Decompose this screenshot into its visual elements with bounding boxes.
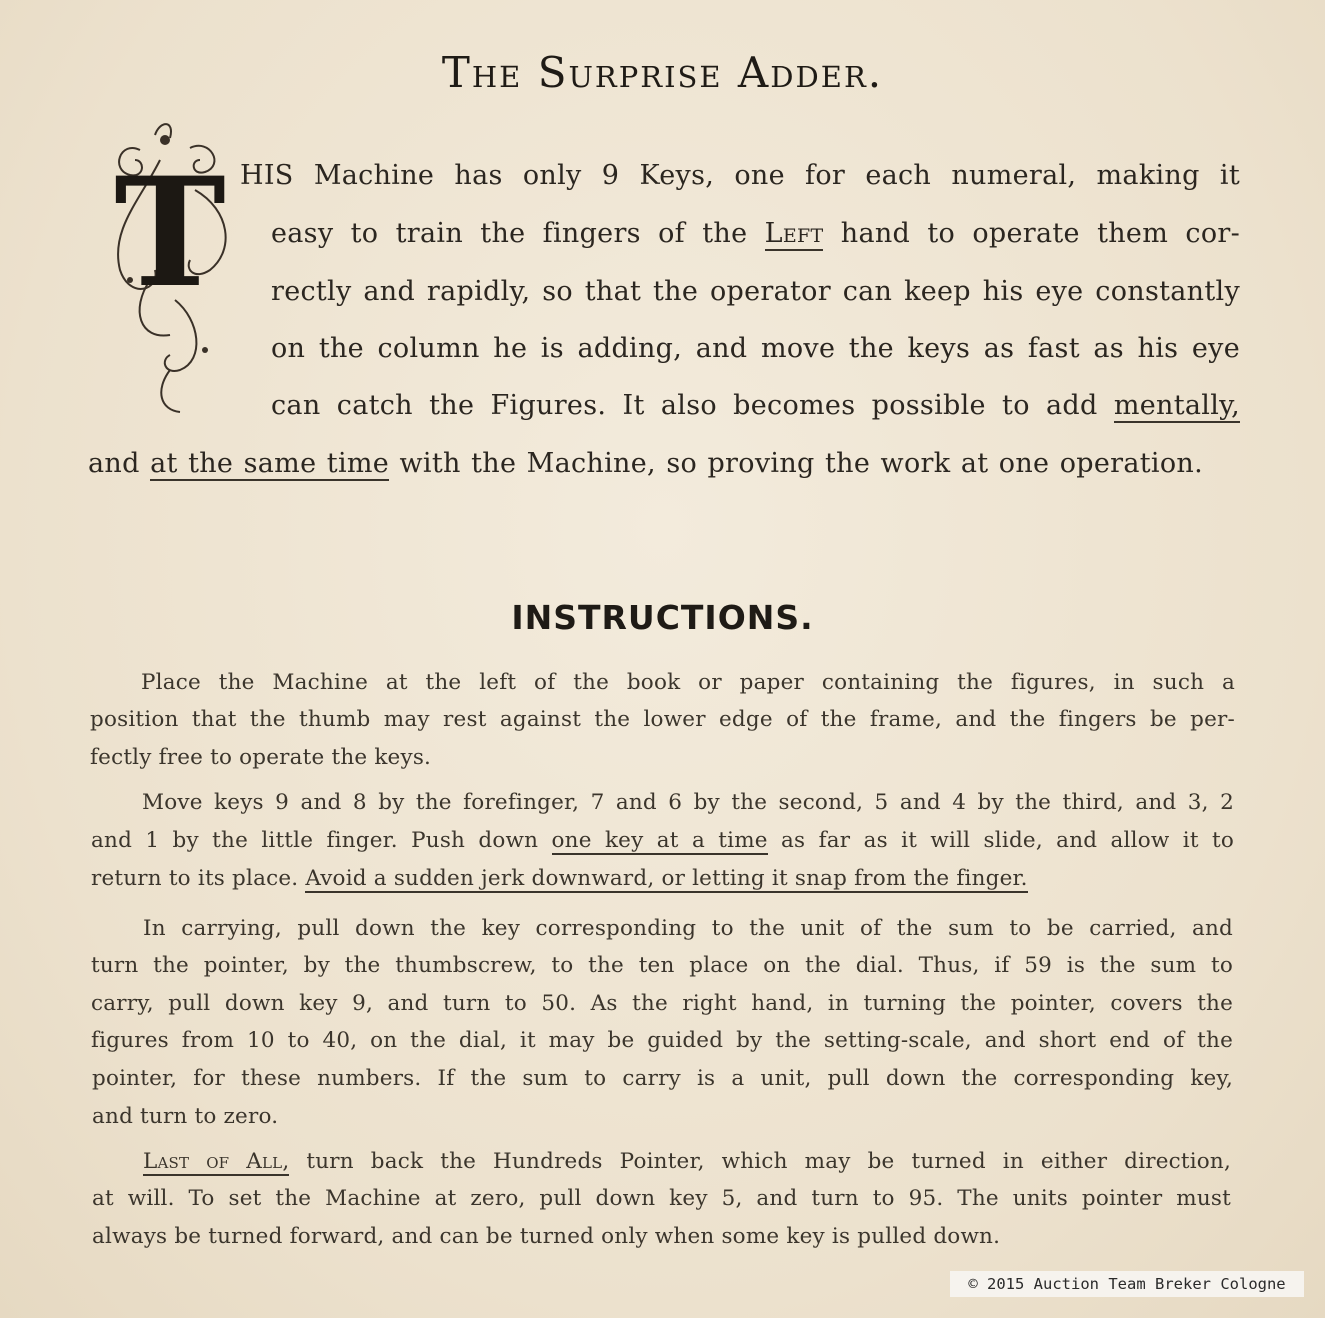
- instruction-line: fectly free to operate the keys.: [90, 745, 432, 770]
- instruction-line: return to its place. Avoid a sudden jerk downward, or letting it snap from the finger.: [91, 866, 1028, 891]
- underlined-same-time: at the same time: [150, 448, 390, 479]
- copyright-watermark: © 2015 Auction Team Breker Cologne: [950, 1271, 1304, 1297]
- intro-line: can catch the Figures. It also becomes possible to add mentally,: [271, 390, 1240, 421]
- underlined-left: Left: [764, 218, 824, 249]
- instruction-line: Place the Machine at the left of the book or paper containing the figures, in such a: [141, 670, 1235, 695]
- underlined-last-of-all: Last of All,: [143, 1149, 290, 1174]
- instruction-line: turn the pointer, by the thumbscrew, to the ten place on the dial. Thus, if 59 is the sum to: [91, 953, 1233, 978]
- intro-line: rectly and rapidly, so that the operator can keep his eye constantly: [271, 276, 1240, 307]
- instruction-line: In carrying, pull down the key corresponding to the unit of the sum to be carried, and: [143, 916, 1233, 941]
- drop-cap-letter: T: [114, 145, 226, 321]
- instruction-line: at will. To set the Machine at zero, pull down key 5, and turn to 95. The units pointer must: [92, 1186, 1231, 1211]
- instruction-line: position that the thumb may rest against the lower edge of the frame, and the fingers be per-: [90, 707, 1235, 732]
- instruction-line: always be turned forward, and can be turned only when some key is pulled down.: [92, 1224, 1001, 1249]
- instruction-line: carry, pull down key 9, and turn to 50. As the right hand, in turning the pointer, covers the: [91, 991, 1233, 1016]
- page-title: The Surprise Adder.: [441, 48, 884, 97]
- instruction-line: Last of All, turn back the Hundreds Pointer, which may be turned in either direction,: [143, 1149, 1232, 1174]
- underlined-mentally: mentally,: [1113, 390, 1240, 421]
- instruction-line: figures from 10 to 40, on the dial, it may be guided by the setting-scale, and short end of the: [91, 1028, 1233, 1053]
- ornamental-drop-cap: [100, 120, 240, 420]
- intro-line: easy to train the fingers of the Left hand to operate them cor-: [271, 218, 1240, 249]
- intro-line: HIS Machine has only 9 Keys, one for each numeral, making it: [240, 160, 1240, 191]
- instruction-line: and turn to zero.: [92, 1104, 279, 1129]
- intro-line: and at the same time with the Machine, so proving the work at one operation.: [88, 448, 1203, 479]
- instruction-line: and 1 by the little finger. Push down one key at a time as far as it will slide, and allow it to: [91, 828, 1234, 853]
- underlined-one-key: one key at a time: [551, 828, 768, 853]
- underlined-avoid-jerk: Avoid a sudden jerk downward, or letting it snap from the finger.: [305, 866, 1028, 891]
- instruction-line: pointer, for these numbers. If the sum to carry is a unit, pull down the corresponding key,: [92, 1066, 1233, 1091]
- instruction-line: Move keys 9 and 8 by the forefinger, 7 and 6 by the second, 5 and 4 by the third, and 3, 2: [142, 790, 1234, 815]
- instructions-heading: INSTRUCTIONS.: [511, 598, 814, 637]
- intro-line: on the column he is adding, and move the keys as fast as his eye: [271, 333, 1240, 364]
